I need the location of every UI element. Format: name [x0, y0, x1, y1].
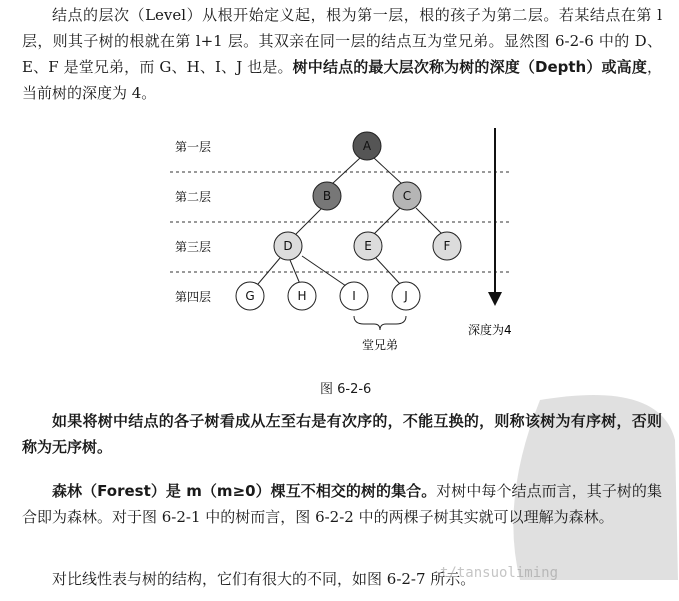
node-label-i: I — [352, 289, 356, 303]
edge-d-g — [258, 258, 280, 284]
node-b — [313, 182, 341, 210]
node-f — [433, 232, 461, 260]
layer-label-2: 第二层 — [175, 190, 212, 204]
node-i — [340, 282, 368, 310]
watermark-text: t/tansuoliming — [440, 565, 559, 581]
level-definition-text: 结点的层次（Level）从根开始定义起，根为第一层，根的孩子为第二层。若某结点在第 l 层，则其子树的根就在第 l+1 层。其双亲在同一层的结点互为堂兄弟。显然图 6-2-6 中的 D、E、F 是堂兄弟，而 G、H、I、J 也是。 — [22, 6, 662, 76]
depth-definition-bold: 树中结点的最大层次称为树的深度（Depth）或高度 — [292, 58, 647, 76]
layer-label-1: 第一层 — [175, 140, 212, 154]
comparison-text: 对比线性表与树的结构，它们有很大的不同，如图 6-2-7 所示。 — [52, 570, 476, 588]
node-c — [393, 182, 421, 210]
ordered-tree-bold: 如果将树中结点的各子树看成从左至右是有次序的，不能互换的，则称该树为有序树，否则称为无序树。 — [22, 412, 662, 456]
depth-label: 深度为4 — [468, 323, 512, 337]
node-label-c: C — [402, 189, 412, 203]
depth-arrow-head — [488, 292, 502, 306]
node-d — [274, 232, 302, 260]
tree-figure-6-2-6 — [150, 124, 550, 374]
node-h — [288, 282, 316, 310]
node-e — [354, 232, 382, 260]
node-label-g: G — [245, 289, 255, 303]
depth-value-text: ，当前树的深度为 4。 — [22, 58, 662, 102]
edge-c-f — [416, 208, 442, 234]
node-label-h: H — [297, 289, 307, 303]
edge-b-d — [296, 208, 322, 234]
edge-d-i — [302, 256, 346, 286]
node-label-a: A — [362, 139, 372, 153]
layer-label-4: 第四层 — [175, 290, 212, 304]
node-label-j: J — [404, 289, 408, 303]
edge-c-e — [374, 208, 400, 234]
paragraph-level-definition — [22, 2, 662, 106]
layer-label-3: 第三层 — [175, 240, 212, 254]
forest-explanation-text: 对树中每个结点而言，其子树的集合即为森林。对于图 6-2-1 中的树而言，图 6-2-2 中的两棵子树其实就可以理解为森林。 — [22, 482, 662, 526]
edge-e-j — [376, 258, 400, 284]
node-a — [353, 132, 381, 160]
node-g — [236, 282, 264, 310]
node-label-f: F — [443, 239, 451, 253]
node-label-e: E — [364, 239, 372, 253]
figure-caption: 图 6-2-6 — [320, 382, 372, 397]
cousin-brace — [354, 316, 406, 330]
edge-a-b — [332, 158, 360, 184]
edge-a-c — [374, 158, 402, 184]
node-j — [392, 282, 420, 310]
paragraph-comparison — [22, 566, 662, 592]
forest-definition-bold: 森林（Forest）是 m（m≥0）棵互不相交的树的集合。 — [52, 482, 437, 500]
node-label-d: D — [283, 239, 293, 253]
paragraph-ordered-tree — [22, 408, 662, 460]
node-label-b: B — [322, 189, 332, 203]
paragraph-forest — [22, 478, 662, 530]
cousin-label: 堂兄弟 — [361, 338, 399, 352]
